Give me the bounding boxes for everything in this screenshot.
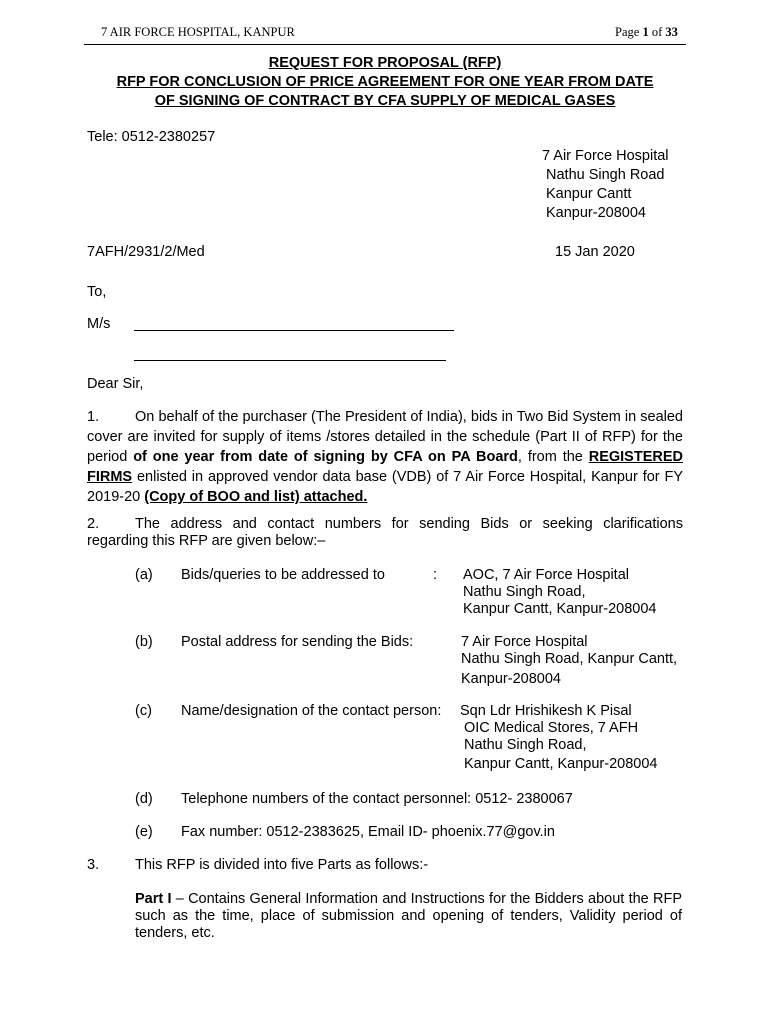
reference-number: 7AFH/2931/2/Med xyxy=(87,244,205,260)
item-e-text: Fax number: 0512-2383625, Email ID- phoenix.77@gov.in xyxy=(181,824,555,840)
item-c-value-line-3: Nathu Singh Road, xyxy=(464,737,587,753)
paragraph-2-number: 2. xyxy=(87,516,100,532)
paragraph-2 xyxy=(87,516,683,550)
item-c-value-line-2: OIC Medical Stores, 7 AFH xyxy=(464,720,639,736)
part-1-description xyxy=(135,891,682,942)
item-e-label: (e) xyxy=(135,824,153,840)
part-1-text: – Contains General Information and Instructions for the Bidders about the RFP such as the time, place of submission and opening of tenders, Validity period of tenders, etc. xyxy=(135,891,683,941)
salutation: Dear Sir, xyxy=(87,376,144,392)
document-subtitle-line-1: RFP FOR CONCLUSION OF PRICE AGREEMENT FOR ONE YEAR FROM DATE xyxy=(116,74,654,90)
item-c-value-line-4: Kanpur Cantt, Kanpur-208004 xyxy=(464,756,658,772)
item-d-label: (d) xyxy=(135,791,153,807)
item-c-value-line-1: Sqn Ldr Hrishikesh K Pisal xyxy=(460,703,632,719)
item-d-text: Telephone numbers of the contact personnel: 0512- 2380067 xyxy=(181,791,573,807)
recipient-to: To, xyxy=(87,284,107,300)
page-number: 1 xyxy=(642,25,649,39)
item-b-value-line-3: Kanpur-208004 xyxy=(461,671,561,687)
part-1-label: Part I xyxy=(135,891,172,907)
document-subtitle-line-2: OF SIGNING OF CONTRACT BY CFA SUPPLY OF MEDICAL GASES xyxy=(154,93,616,109)
telephone-number: Tele: 0512-2380257 xyxy=(87,129,216,145)
paragraph-1-registered-firms: REGISTERED FIRMS xyxy=(87,449,683,485)
item-c-key: Name/designation of the contact person: xyxy=(181,703,442,719)
paragraph-1-attachment-note: (Copy of BOO and list) attached. xyxy=(144,489,368,505)
paragraph-3-text: This RFP is divided into five Parts as follows:- xyxy=(135,857,429,873)
page-label: Page xyxy=(615,25,640,39)
paragraph-1-text-b: , from the xyxy=(517,449,589,465)
item-a-value-line-2: Nathu Singh Road, xyxy=(463,584,586,600)
paragraph-1 xyxy=(87,407,683,507)
item-a-value-line-3: Kanpur Cantt, Kanpur-208004 xyxy=(463,601,657,617)
document-title: REQUEST FOR PROPOSAL (RFP) xyxy=(268,55,502,71)
sender-address-line-3: Kanpur Cantt xyxy=(546,186,632,202)
item-a-separator: : xyxy=(433,567,438,583)
recipient-ms-label: M/s xyxy=(87,316,111,332)
paragraph-1-number: 1. xyxy=(87,409,100,425)
header-rule xyxy=(84,44,686,45)
item-a-value-line-1: AOC, 7 Air Force Hospital xyxy=(463,567,629,583)
paragraph-1-text-c: enlisted in approved vendor data base (VDB) of 7 Air Force Hospital, Kanpur for FY 2019-20 xyxy=(87,469,683,505)
page-of-label: of xyxy=(651,25,663,39)
item-c-label: (c) xyxy=(135,703,152,719)
header-hospital-name: 7 AIR FORCE HOSPITAL, KANPUR xyxy=(101,25,295,39)
page-total: 33 xyxy=(665,25,678,39)
sender-address-line-4: Kanpur-208004 xyxy=(546,205,646,221)
paragraph-1-text-a: On behalf of the purchaser (The President of India), bids in Two Bid System in sealed cover are invited for supply of items /stores detailed in the schedule (Part II of RFP) for the period xyxy=(87,409,683,465)
recipient-blank-line-1 xyxy=(134,330,454,331)
letter-date: 15 Jan 2020 xyxy=(555,244,635,260)
paragraph-2-text: The address and contact numbers for sending Bids or seeking clarifications regarding this RFP are given below:– xyxy=(87,516,683,549)
sender-address-line-2: Nathu Singh Road xyxy=(546,167,665,183)
item-a-key: Bids/queries to be addressed to xyxy=(181,567,385,583)
page-indicator xyxy=(615,25,678,40)
item-b-value-line-2: Nathu Singh Road, Kanpur Cantt, xyxy=(461,651,678,667)
paragraph-1-bold-period: of one year from date of signing by CFA on PA Board xyxy=(133,449,518,465)
item-b-key: Postal address for sending the Bids: xyxy=(181,634,414,650)
sender-address-line-1: 7 Air Force Hospital xyxy=(542,148,669,164)
item-b-value-line-1: 7 Air Force Hospital xyxy=(461,634,588,650)
recipient-blank-line-2 xyxy=(134,360,446,361)
paragraph-3-number: 3. xyxy=(87,857,100,873)
item-a-label: (a) xyxy=(135,567,153,583)
item-b-label: (b) xyxy=(135,634,153,650)
